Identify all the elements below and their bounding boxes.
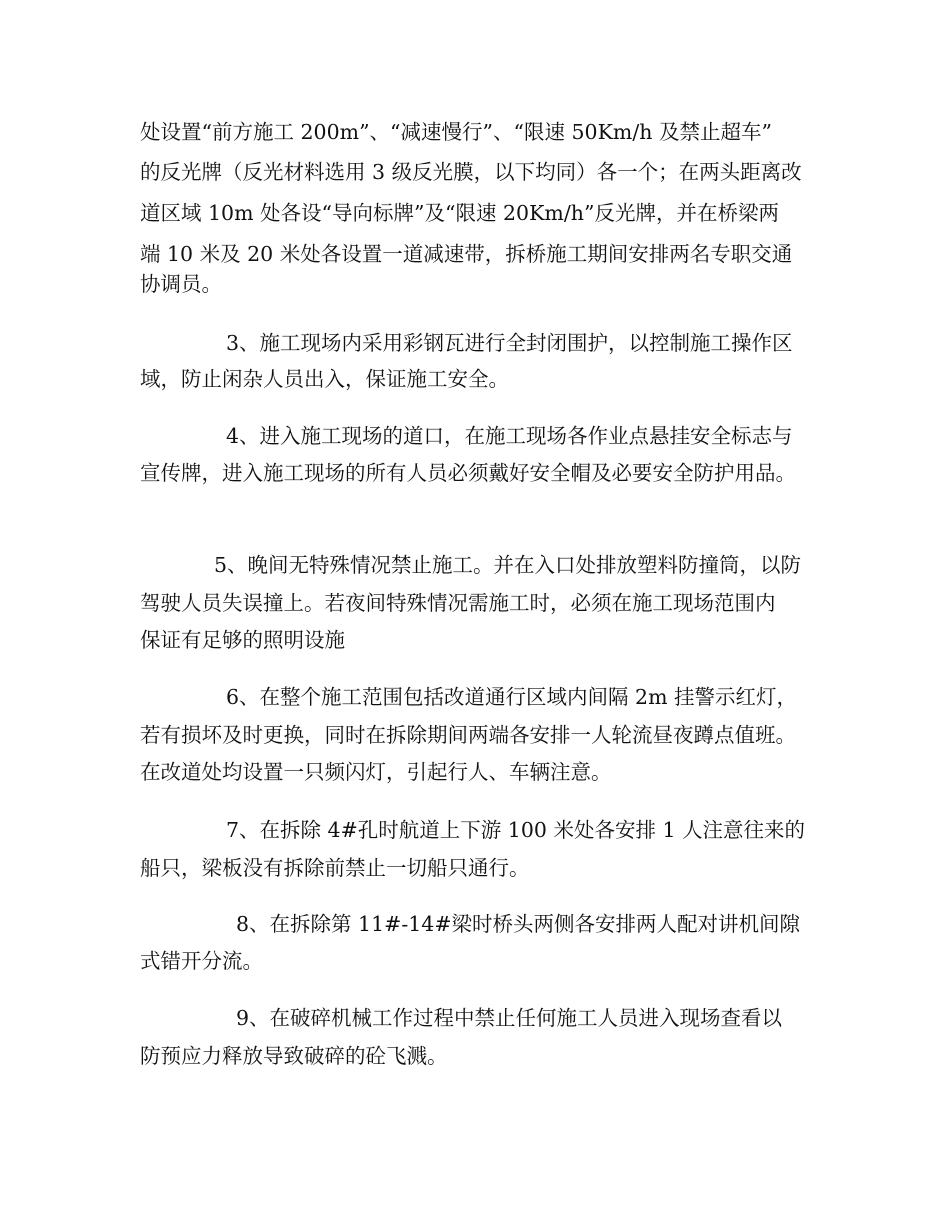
text-line: 式错开分流。 (140, 949, 263, 973)
text-line: 4、进入施工现场的道口，在施工现场各作业点悬挂安全标志与 (226, 424, 793, 448)
text-line: 8、在拆除第 11#-14#梁时桥头两侧各安排两人配对讲机间隙 (236, 912, 801, 936)
text-line: 驾驶人员失误撞上。若夜间特殊情况需施工时，必须在施工现场范围内 (140, 591, 776, 615)
text-line: 5、晚间无特殊情况禁止施工。并在入口处排放塑料防撞筒，以防 (214, 553, 802, 577)
text-line: 船只，梁板没有拆除前禁止一切船只通行。 (140, 856, 530, 880)
text-line: 协调员。 (140, 272, 222, 296)
text-line: 若有损坏及时更换，同时在拆除期间两端各安排一人轮流昼夜蹲点值班。 (140, 723, 796, 747)
text-line: 的反光牌（反光材料选用 3 级反光膜，以下均同）各一个；在两头距离改 (140, 160, 802, 184)
text-line: 防预应力释放导致破碎的砼飞溅。 (140, 1044, 448, 1068)
text-line: 宣传牌，进入施工现场的所有人员必须戴好安全帽及必要安全防护用品。 (140, 461, 796, 485)
text-line: 道区域 10m 处各设“导向标牌”及“限速 20Km/h”反光牌，并在桥梁两 (140, 201, 779, 225)
text-line: 6、在整个施工范围包括改道通行区域内间隔 2m 挂警示红灯， (226, 685, 798, 709)
text-line: 9、在破碎机械工作过程中禁止任何施工人员进入现场查看以 (236, 1006, 783, 1030)
text-line: 域，防止闲杂人员出入，保证施工安全。 (140, 367, 509, 391)
text-line: 保证有足够的照明设施 (140, 628, 345, 652)
text-line: 端 10 米及 20 米处各设置一道减速带，拆桥施工期间安排两名专职交通 (140, 242, 793, 266)
text-line: 3、施工现场内采用彩钢瓦进行全封闭围护，以控制施工操作区 (226, 331, 793, 355)
text-line: 7、在拆除 4#孔时航道上下游 100 米处各安排 1 人注意往来的 (226, 818, 806, 842)
text-line: 在改道处均设置一只频闪灯，引起行人、车辆注意。 (140, 760, 612, 784)
text-line: 处设置“前方施工 200m”、“减速慢行”、“限速 50Km/h 及禁止超车” (140, 120, 772, 144)
